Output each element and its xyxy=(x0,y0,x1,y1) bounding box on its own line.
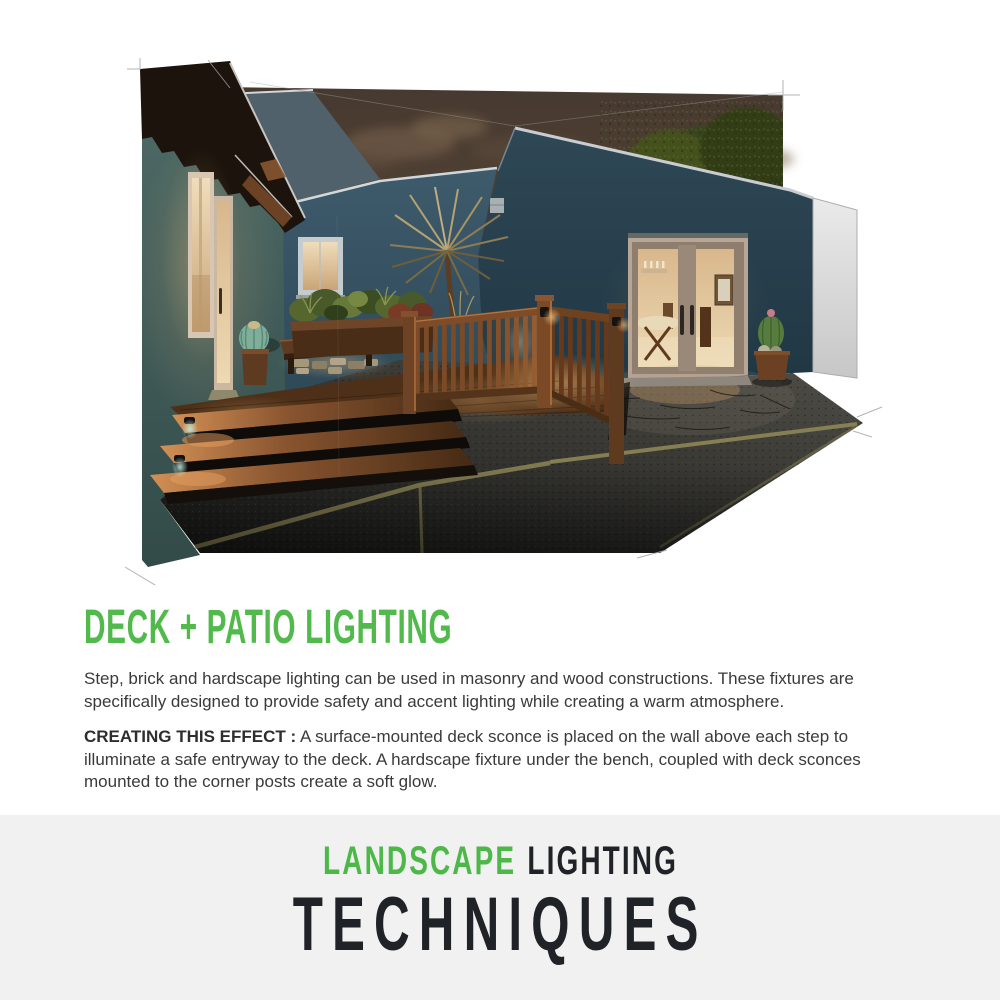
section-cut-panel xyxy=(813,198,857,378)
footer-band xyxy=(0,815,1000,1000)
french-doors xyxy=(628,233,748,378)
section-heading: DECK + PATIO LIGHTING xyxy=(84,601,453,654)
description-section xyxy=(84,601,924,794)
brand-line xyxy=(323,841,678,881)
rendering-svg xyxy=(100,55,960,585)
brand-word-lighting: LIGHTING xyxy=(526,839,678,883)
effect-text: A surface-mounted deck sconce is placed on the wall above each step to illuminate a safe entryway to the deck. A hardscape fixture under the bench, coupled with deck sconces mounted to the corner posts create a soft glow. xyxy=(84,727,861,791)
brand-word-landscape: LANDSCAPE xyxy=(322,839,516,883)
effect-label: CREATING THIS EFFECT : xyxy=(84,727,297,746)
intro-paragraph: Step, brick and hardscape lighting can be used in masonry and wood constructions. These fixtures are specifically designed to provide safety and accent lighting while creating a warm atmosphere. xyxy=(84,669,854,711)
deck-patio-night-rendering xyxy=(100,55,960,585)
brand-title: TECHNIQUES xyxy=(292,882,708,967)
effect-paragraph xyxy=(84,726,896,794)
footer-brand-lockup xyxy=(0,815,1000,967)
